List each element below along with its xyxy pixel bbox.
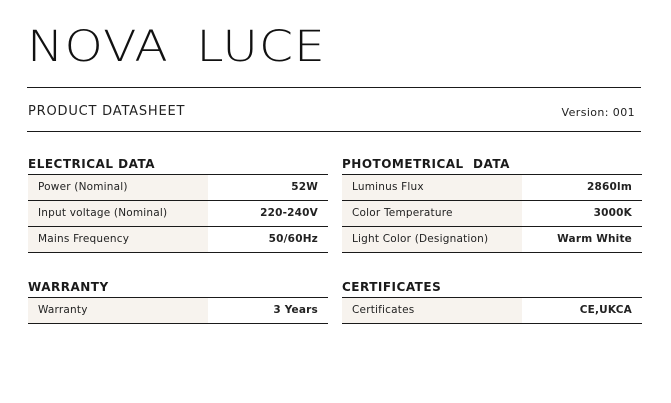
table-row — [342, 175, 642, 201]
row-label: Certificates — [342, 298, 522, 323]
table-row — [28, 227, 328, 253]
table-row — [342, 201, 642, 227]
photometrical-data-section — [342, 156, 642, 253]
table-row — [342, 227, 642, 253]
row-value: 52W — [291, 181, 318, 193]
brand-word-1: NOVA — [27, 21, 169, 71]
version-label: Version: 001 — [561, 106, 635, 119]
row-value: CE,UKCA — [579, 304, 632, 316]
section-title: WARRANTY — [28, 279, 328, 298]
section-title: PHOTOMETRICAL DATA — [342, 156, 642, 175]
header-top-divider — [27, 87, 641, 88]
table-row — [342, 298, 642, 324]
table-row — [28, 201, 328, 227]
section-title: ELECTRICAL DATA — [28, 156, 328, 175]
row-label: Input voltage (Nominal) — [28, 201, 208, 226]
row-label: Luminus Flux — [342, 175, 522, 200]
row-value: 3000K — [593, 207, 632, 219]
row-label: Mains Frequency — [28, 227, 208, 252]
section-title: CERTIFICATES — [342, 279, 642, 298]
document-title: PRODUCT DATASHEET — [28, 104, 186, 119]
brand-logo — [27, 21, 326, 71]
row-label: Power (Nominal) — [28, 175, 208, 200]
row-value: 3 Years — [273, 304, 318, 316]
header-bottom-divider — [27, 131, 641, 132]
table-row — [28, 298, 328, 324]
row-value: 220-240V — [260, 207, 318, 219]
certificates-section — [342, 279, 642, 324]
row-label: Light Color (Designation) — [342, 227, 522, 252]
table-row — [28, 175, 328, 201]
row-label: Color Temperature — [342, 201, 522, 226]
brand-word-2: LUCE — [196, 21, 326, 71]
row-value: Warm White — [557, 233, 632, 245]
row-label: Warranty — [28, 298, 208, 323]
row-value: 50/60Hz — [268, 233, 318, 245]
warranty-section — [28, 279, 328, 324]
electrical-data-section — [28, 156, 328, 253]
row-value: 2860lm — [587, 181, 632, 193]
